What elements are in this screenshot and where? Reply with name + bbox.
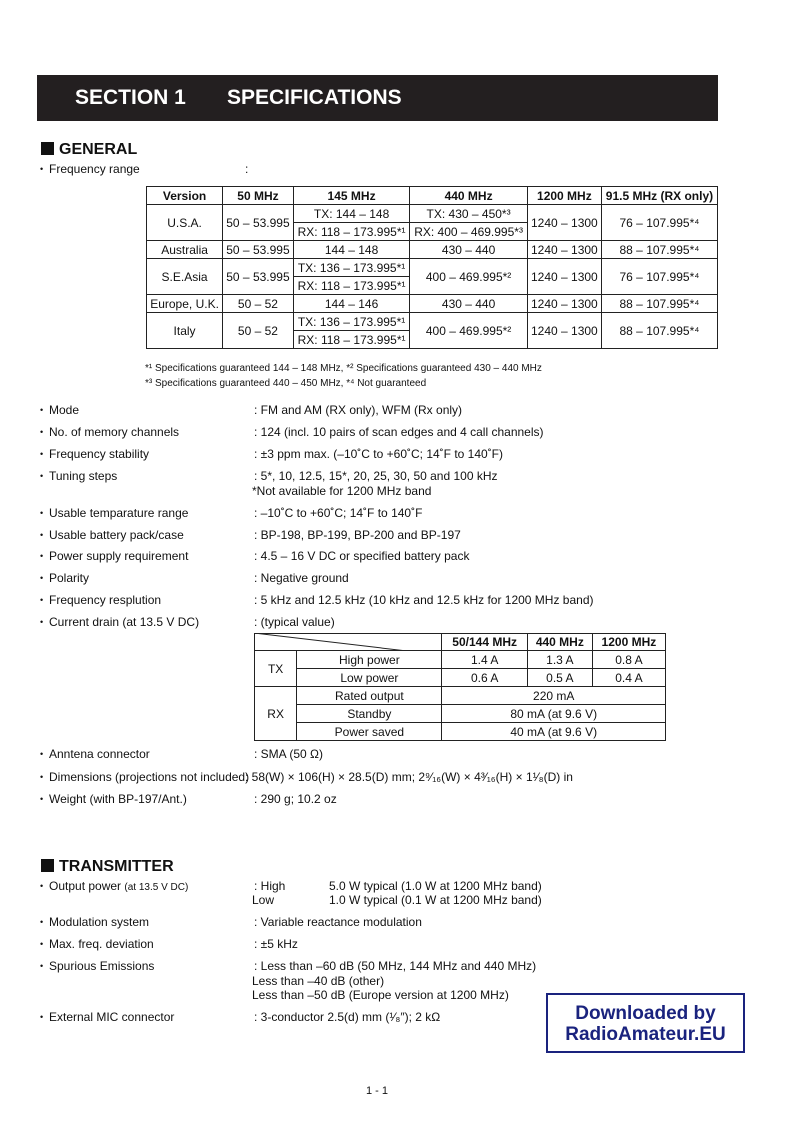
table-header: 1200 MHz bbox=[527, 187, 601, 205]
table-row: Power saved 40 mA (at 9.6 V) bbox=[255, 723, 666, 741]
table-row: Australia 50 – 53.995 144 – 148 430 – 440 1240 – 1300 88 – 107.995*⁴ bbox=[147, 241, 718, 259]
table-header: 91.5 MHz (RX only) bbox=[601, 187, 717, 205]
frequency-table: Version 50 MHz 145 MHz 440 MHz 1200 MHz 91.5 MHz (RX only) U.S.A. 50 – 53.995 TX: 144 – 148 TX: 430 – 450*³ 1240 – 1300 76 – 107.995*⁴ RX: 118 – 173.995*¹ RX: 400 – 469.995*³ Australia 50 – 53.995 144 – 148 430 – 440 1240 – 1300 88 – 107.995*⁴ S.E.Asia 50 – 53.995 TX: 136 – 173.995*¹ 400 – 469.995*² 1240 – 1300 76 – 107.995*⁴ RX: 118 – 173.995*¹ Europe, U.K. 50 – 52 144 – 146 430 – 440 1240 – 1300 88 – 107.995*⁴ Italy 50 – 52 TX: 136 – 173.995*¹ 400 – 469.995*² 1240 – 1300 88 – 107.995*⁴ RX: 118 – 173.995*¹ bbox=[146, 186, 718, 349]
table-row: TX High power 1.4 A 1.3 A 0.8 A bbox=[255, 651, 666, 669]
transmitter-heading: TRANSMITTER bbox=[41, 858, 174, 876]
table-row: RX Rated output 220 mA bbox=[255, 687, 666, 705]
table-row: S.E.Asia 50 – 53.995 TX: 136 – 173.995*¹ 400 – 469.995*² 1240 – 1300 76 – 107.995*⁴ bbox=[147, 259, 718, 277]
current-drain-table: 50/144 MHz 440 MHz 1200 MHz TX High power 1.4 A 1.3 A 0.8 A Low power 0.6 A 0.5 A 0.4 A RX Rated output 220 mA Standby 80 mA (at 9.6 V) Power saved 40 mA (at 9.6 V) bbox=[254, 633, 666, 741]
table-row: U.S.A. 50 – 53.995 TX: 144 – 148 TX: 430 – 450*³ 1240 – 1300 76 – 107.995*⁴ bbox=[147, 205, 718, 223]
table-header: 440 MHz bbox=[410, 187, 527, 205]
table-row: Low power 0.6 A 0.5 A 0.4 A bbox=[255, 669, 666, 687]
square-bullet-icon bbox=[41, 142, 54, 155]
table-note: *³ Specifications guaranteed 440 – 450 MHz, *⁴ Not guaranteed bbox=[145, 378, 427, 389]
general-heading: GENERAL bbox=[41, 141, 137, 159]
section-title: SPECIFICATIONS bbox=[227, 86, 402, 109]
download-stamp: Downloaded by RadioAmateur.EU bbox=[546, 993, 745, 1053]
table-note: *¹ Specifications guaranteed 144 – 148 MHz, *² Specifications guaranteed 430 – 440 MHz bbox=[145, 363, 542, 374]
table-row: Standby 80 mA (at 9.6 V) bbox=[255, 705, 666, 723]
table-header: Version bbox=[147, 187, 223, 205]
square-bullet-icon bbox=[41, 859, 54, 872]
page-number: 1 - 1 bbox=[366, 1085, 389, 1097]
table-row: Italy 50 – 52 TX: 136 – 173.995*¹ 400 – 469.995*² 1240 – 1300 88 – 107.995*⁴ bbox=[147, 313, 718, 331]
section-number: SECTION 1 bbox=[75, 86, 186, 109]
section-banner bbox=[37, 75, 718, 121]
table-header: 145 MHz bbox=[293, 187, 410, 205]
table-row: Europe, U.K. 50 – 52 144 – 146 430 – 440 1240 – 1300 88 – 107.995*⁴ bbox=[147, 295, 718, 313]
table-header: 50 MHz bbox=[223, 187, 294, 205]
